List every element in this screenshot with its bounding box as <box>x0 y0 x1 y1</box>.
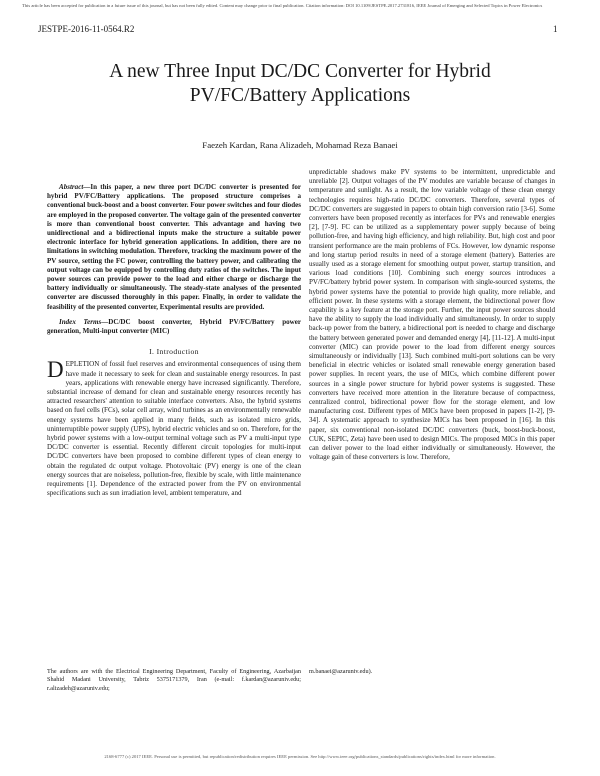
paper-title: A new Three Input DC/DC Converter for Hybrid PV/FC/Battery Applications <box>109 61 491 106</box>
intro-continued: unpredictable shadows make PV systems to be intermittent, unpredictable and unreliable [2]. Output voltages of the PV modules are variable because of changes in temperature and sunlight. As a result, the low variable voltage of these clean energy technologies requires high-ratio DC/DC converters. Therefore, several types of DC/DC converters are suggested in papers to obtain high conversion ratio [3-6]. Some converters have been proposed recently as interfaces for PVs and renewable energies [2], [7-9]. FC can be utilized as a supplementary power supply because of being pollution-free, and having high efficiency, and high reliability. But, high cost and poor transient performance are the main problems of FCs. However, low dynamic response and long startup period results in need of a storage element (battery). Batteries are usually used as a storage element for smoothing output power, startup transition, and various load conditions [10]. Combining such energy sources introduces a PV/FC/battery hybrid power system. In comparison with single-sourced systems, the hybrid power systems have the potential to provide high quality, more reliable, and efficient power. In these systems with a storage element, the bidirectional power flow capability is a key feature at the storage port. Further, the input power sources should have the ability to supply the load individually and simultaneously. In order to supply back-up power from the battery, a bidirectional port is needed to charge and discharge the battery between generated power and demanded energy [4], [11-12]. A multi-input converter (MIC) can provide power to the load from different energy sources simultaneously or individually [13]. Such combined multi-port solutions can be very beneficial in electric vehicles or isolated small renewable energy generation based power supplies. In recent years, the use of MICs, which combine different power sources in a single power structure for hybrid power systems is suggested. These converters have received more attention in the literature because of compactness, centralized control, bidirectional power flow for the storage element, and low manufacturing cost. Different types of MICs have been proposed in papers [1-2], [9-34]. A systematic approach to synthesize MICs has been proposed in [16]. In this paper, six conventional non-isolated DC/DC converters (buck, boost-buck-boost, CUK, SEPIC, Zeta) have been used to design MICs. The proposed MICs in this paper can deliver power to the load either individually or simultaneously. However, the voltage gain of these converters is low. Therefore, <box>309 168 555 462</box>
intro-paragraph <box>47 357 301 498</box>
index-terms-text: —DC/DC boost converter, Hybrid PV/FC/Battery power generation, Multi-input converter (MIC) <box>47 317 302 336</box>
manuscript-id: JESTPE-2016-11-0564.R2 <box>38 24 135 34</box>
intro-left-text: EPLETION of fossil fuel reserves and environmental consequences of using them have made it necessary to seek for clean and sustainable energy resources. In past years, applications with renewable energy have increased significantly. Therefore, substantial increase of demand for clean and sustainable energy resources recently has attracted researchers' attention to suitable interface converters. Also, the hybrid systems based on fuel cells (FCs), solar cell array, wind turbines as an environmentally renewable energy systems have been applied in many fields, such as isolated micro grids, uninterruptible power supply (UPS), hybrid electric vehicles and so on. Therefore, for the hybrid power systems with a low-output terminal voltage such as PV a multi-input type DC/DC converter is essential. Recently different circuit topologies for multi-input DC/DC converters have been proposed to combine different types of clean energy to obtain the regulated dc output voltage. Photovoltaic (PV) energy is one of the clean energy sources that are noiseless, pollution-free, flexible by scale, with little maintenance requirements [1]. Dependence of the extracted power from the PV on environmental specifications such as sun irradiation level, ambient temperature, and <box>47 360 301 498</box>
page-number: 1 <box>553 24 558 34</box>
footnote-continuation: m.banaei@azaruniv.edu). <box>309 668 373 675</box>
index-terms-label: Index Terms <box>59 317 102 326</box>
drop-cap: D <box>47 357 64 383</box>
abstract <box>47 183 301 312</box>
author-affiliation-footnote: The authors are with the Electrical Engineering Department, Faculty of Engineering, Azarbaijan Shahid Madani University, Tabriz 5375171379, Iran (e-mail: f.kardan@azaruniv.edu; r.alizadeh@azaruniv.edu; <box>47 668 301 692</box>
author-list: Faezeh Kardan, Rana Alizadeh, Mohamad Reza Banaei <box>202 140 398 150</box>
left-column <box>47 183 301 499</box>
abstract-label: Abstract <box>59 183 84 191</box>
abstract-text: —In this paper, a new three port DC/DC converter is presented for hybrid PV/FC/Battery applications. The proposed structure comprises a conventional buck-boost and a boost converter. Four power switches and four diodes are employed in the proposed converter. The voltage gain of the presented converter is more than conventional boost converter. This advantage and having two unidirectional and a bidirectional inputs make the structure a suitable power electronic interface for hybrid generation applications. In addition, there are no limitations in switching modulation. Therefore, tracking the maximum power of the PV source, setting the FC power, controlling the battery power, and calibrating the output voltage can be equipped by controlling duty ratios of the switches. The input power sources can provide power to the load and either charge or discharge the battery individually or simultaneously. The steady-state analyses of the presented converter are discussed thoroughly in this paper. Finally, in order to validate the feasibility of the presented converter, Experimental results are provided. <box>47 183 301 311</box>
index-terms <box>47 318 301 336</box>
right-column <box>309 168 555 463</box>
section-heading: I. Introduction <box>149 347 199 357</box>
copyright-line: 2168-6777 (c) 2017 IEEE. Personal use is permitted, but republication/redistribution requires IEEE permission. See http://www.ieee.org/publications_standards/publications/rights/index.html for more information. <box>104 754 496 759</box>
publication-notice: This article has been accepted for publication in a future issue of this journal, but has not been fully edited. Content may change prior to final publication. Citation information: DOI 10.1109/JESTPE.2017.2731816, IEEE Journal of Emerging and Selected Topics in Power Electronics <box>22 3 543 8</box>
